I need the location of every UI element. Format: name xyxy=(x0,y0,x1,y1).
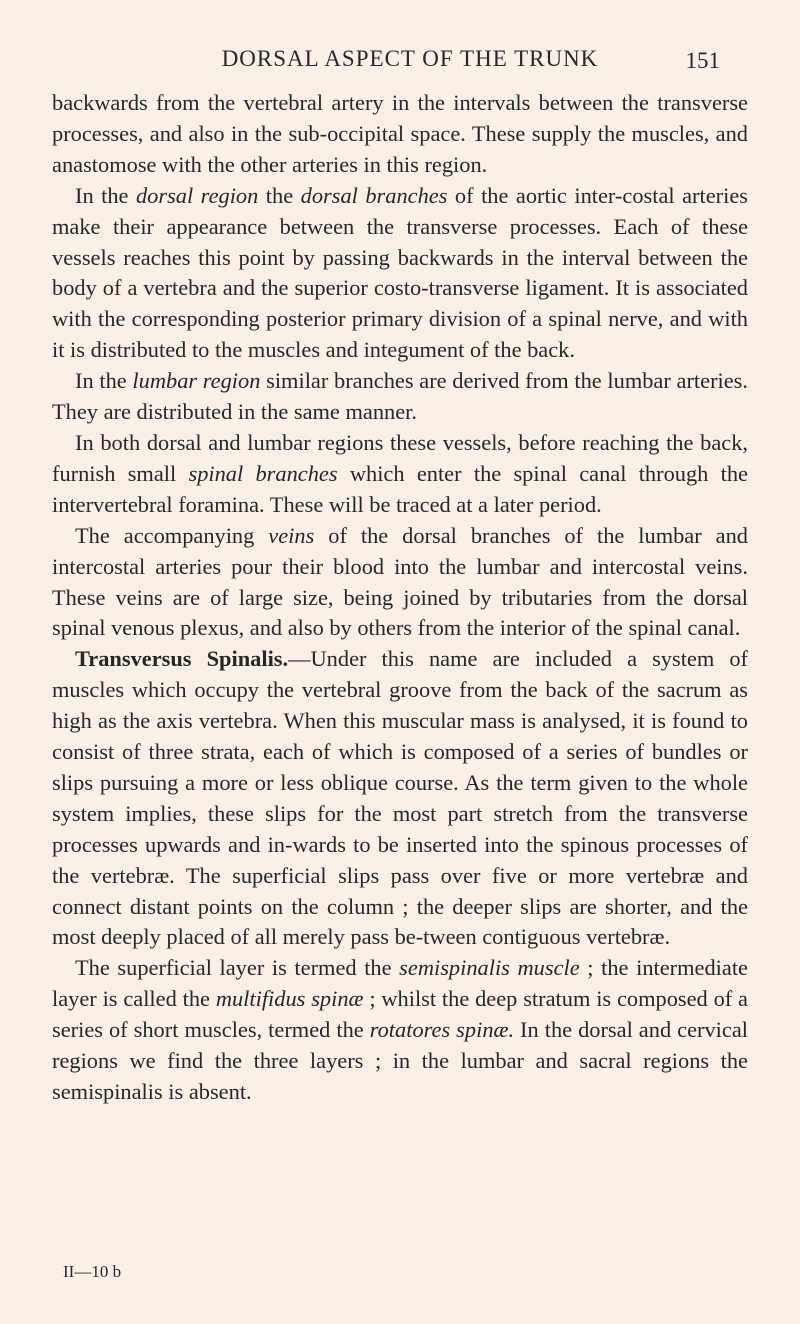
text-run: of the aortic inter-costal arteries make their appearance between the transverse processes. Each of these vessels reaches this point by passing backwards in the interval between the body of a vertebra and the superior costo-transverse ligament. It is associated with the corresponding posterior primary division of a spinal nerve, and with it is distributed to the muscles and integument of the back. xyxy=(52,182,748,363)
page-number: 151 xyxy=(685,48,720,73)
italic-term: veins xyxy=(268,522,315,548)
text-run: The superficial layer is termed the xyxy=(75,955,400,981)
text-run: similar branches are derived from the lumbar arteries. They are distributed in the same manner. xyxy=(52,368,748,425)
page-header xyxy=(100,46,720,80)
italic-term: rotatores spinæ. xyxy=(369,1017,515,1043)
italic-term: multifidus spinæ xyxy=(215,986,364,1012)
italic-term: lumbar region xyxy=(132,368,261,394)
paragraph xyxy=(52,88,748,181)
running-head: DORSAL ASPECT OF THE TRUNK xyxy=(221,46,599,71)
text-run: —Under this name are included a system of muscles which occupy the vertebral groove from the back of the sacrum as high as the axis vertebra. When this muscular mass is analysed, it is found to consist of three strata, each of which is composed of a series of bundles or slips pursuing a more or less oblique course. As the term given to the whole system implies, these slips for the most part stretch from the transverse processes upwards and in-wards to be inserted into the spinous processes of the vertebræ. The superficial slips pass over five or more vertebræ and connect distant points on the column ; the deeper slips are shorter, and the most deeply placed of all merely pass be-tween contiguous vertebræ. xyxy=(52,646,748,950)
paragraph xyxy=(52,366,748,428)
text-run: The accompanying xyxy=(75,522,269,548)
italic-term: dorsal region xyxy=(135,182,259,208)
text-run: of the dorsal branches of the lumbar and intercostal arteries pour their blood into the lumbar and intercostal veins. These veins are of large size, being joined by tributaries from the dorsal spinal venous plexus, and also by others from the interior of the spinal canal. xyxy=(52,522,748,641)
paragraph xyxy=(52,181,748,366)
italic-term: semispinalis muscle xyxy=(399,955,580,981)
text-run: the xyxy=(258,182,301,208)
signature-mark: II—10 b xyxy=(63,1262,122,1281)
italic-term: dorsal branches xyxy=(300,182,448,208)
text-run: ; whilst the deep stratum is composed of a series of short muscles, termed the xyxy=(52,986,748,1043)
text-run: In the dorsal and cervical regions we find the three layers ; in the lumbar and sacral regions the semispinalis is absent. xyxy=(52,1017,748,1104)
text-run: backwards from the vertebral artery in the intervals between the transverse processes, and also in the sub-occipital space. These supply the muscles, and anastomose with the other arteries in this region. xyxy=(52,90,748,177)
bold-heading: Transversus Spinalis. xyxy=(75,646,289,672)
paragraph xyxy=(52,953,748,1108)
body-text xyxy=(52,88,748,1108)
text-run: ; the intermediate layer is called the xyxy=(52,955,748,1012)
paragraph xyxy=(52,521,748,645)
paragraph xyxy=(52,428,748,521)
italic-term: spinal branches xyxy=(188,460,338,486)
text-run: In the xyxy=(75,182,136,208)
paragraph xyxy=(52,644,748,953)
text-run: In the xyxy=(75,368,133,394)
text-run: In both dorsal and lumbar regions these vessels, before reaching the back, furnish small xyxy=(52,429,748,486)
text-run: which enter the spinal canal through the intervertebral foramina. These will be traced at a later period. xyxy=(52,460,748,517)
